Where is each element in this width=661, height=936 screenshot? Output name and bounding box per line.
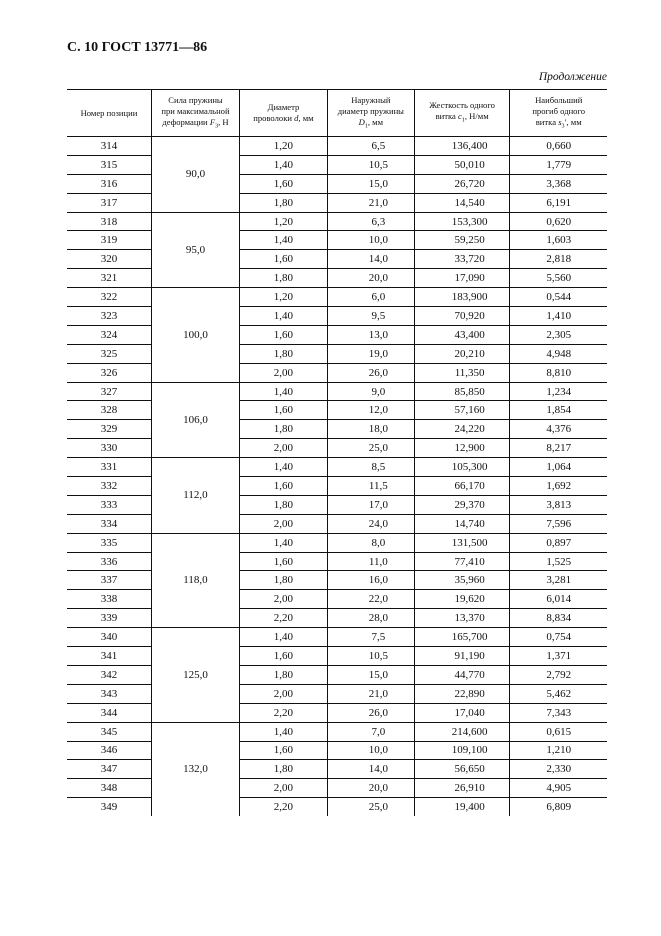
position-cell: 346: [67, 741, 151, 760]
outer-diameter-cell: 12,0: [327, 401, 414, 420]
position-cell: 344: [67, 703, 151, 722]
deflection-cell: 3,281: [510, 571, 607, 590]
deflection-cell: 0,620: [510, 212, 607, 231]
col-force-subscript: 3: [215, 123, 219, 130]
wire-diameter-cell: 1,80: [240, 344, 328, 363]
outer-diameter-cell: 7,0: [327, 722, 414, 741]
table-row: [67, 269, 607, 288]
col-outer-diameter-subscript: 1: [364, 123, 368, 130]
wire-diameter-cell: 1,40: [240, 722, 328, 741]
wire-diameter-cell: 1,80: [240, 571, 328, 590]
position-cell: 334: [67, 514, 151, 533]
table-row: [67, 495, 607, 514]
deflection-cell: 2,330: [510, 760, 607, 779]
stiffness-cell: 22,890: [414, 684, 510, 703]
wire-diameter-cell: 1,40: [240, 307, 328, 326]
stiffness-cell: 214,600: [414, 722, 510, 741]
stiffness-cell: 183,900: [414, 288, 510, 307]
col-deflection-prime: ′: [564, 116, 567, 127]
stiffness-cell: 29,370: [414, 495, 510, 514]
position-cell: 332: [67, 477, 151, 496]
wire-diameter-cell: 1,40: [240, 628, 328, 647]
table-row: [67, 439, 607, 458]
outer-diameter-cell: 6,5: [327, 137, 414, 156]
table-row: [67, 212, 607, 231]
col-wire-diameter-symbol: d: [294, 113, 299, 123]
table-row: [67, 609, 607, 628]
force-cell: 125,0: [151, 628, 239, 722]
table-row: [67, 325, 607, 344]
outer-diameter-cell: 21,0: [327, 193, 414, 212]
col-stiffness-label-1: Жесткость одного: [429, 100, 495, 111]
col-force-label-2: при максимальной: [161, 105, 230, 116]
outer-diameter-cell: 10,5: [327, 155, 414, 174]
deflection-cell: 7,343: [510, 703, 607, 722]
wire-diameter-cell: 2,00: [240, 590, 328, 609]
table-row: [67, 231, 607, 250]
table-row: [67, 137, 607, 156]
col-deflection-label-3: витка: [535, 116, 557, 127]
table-row: [67, 458, 607, 477]
position-cell: 327: [67, 382, 151, 401]
table-header-row: [67, 90, 607, 137]
col-deflection-label-1: Наибольший: [535, 94, 583, 105]
position-cell: 326: [67, 363, 151, 382]
table-row: [67, 174, 607, 193]
table-row: [67, 420, 607, 439]
col-stiffness-header: [414, 90, 510, 137]
wire-diameter-cell: 1,40: [240, 155, 328, 174]
col-deflection-unit: , мм: [566, 116, 582, 127]
stiffness-cell: 33,720: [414, 250, 510, 269]
deflection-cell: 4,905: [510, 779, 607, 798]
outer-diameter-cell: 11,5: [327, 477, 414, 496]
outer-diameter-cell: 18,0: [327, 420, 414, 439]
position-cell: 348: [67, 779, 151, 798]
table-row: [67, 193, 607, 212]
outer-diameter-cell: 10,0: [327, 741, 414, 760]
table-row: [67, 363, 607, 382]
wire-diameter-cell: 1,80: [240, 665, 328, 684]
position-cell: 337: [67, 571, 151, 590]
wire-diameter-cell: 1,80: [240, 760, 328, 779]
wire-diameter-cell: 1,40: [240, 231, 328, 250]
stiffness-cell: 14,540: [414, 193, 510, 212]
deflection-cell: 1,410: [510, 307, 607, 326]
wire-diameter-cell: 1,80: [240, 269, 328, 288]
outer-diameter-cell: 20,0: [327, 269, 414, 288]
position-cell: 317: [67, 193, 151, 212]
col-outer-diameter-label-2: диаметр пружины: [337, 105, 404, 116]
stiffness-cell: 17,040: [414, 703, 510, 722]
position-cell: 340: [67, 628, 151, 647]
page-header: С. 10 ГОСТ 13771—86: [67, 40, 208, 55]
deflection-cell: 8,810: [510, 363, 607, 382]
deflection-cell: 0,897: [510, 533, 607, 552]
deflection-cell: 1,692: [510, 477, 607, 496]
deflection-cell: 1,603: [510, 231, 607, 250]
col-position-label: Номер позиции: [80, 107, 138, 118]
col-force-symbol: F: [209, 116, 216, 127]
stiffness-cell: 50,010: [414, 155, 510, 174]
outer-diameter-cell: 24,0: [327, 514, 414, 533]
outer-diameter-cell: 26,0: [327, 703, 414, 722]
deflection-cell: 2,305: [510, 325, 607, 344]
outer-diameter-cell: 15,0: [327, 174, 414, 193]
outer-diameter-cell: 10,0: [327, 231, 414, 250]
outer-diameter-cell: 21,0: [327, 684, 414, 703]
table-row: [67, 382, 607, 401]
col-force-label-3: деформации: [162, 116, 208, 127]
wire-diameter-cell: 1,80: [240, 495, 328, 514]
col-outer-diameter-label-1: Наружный: [351, 94, 391, 105]
deflection-cell: 1,064: [510, 458, 607, 477]
stiffness-cell: 56,650: [414, 760, 510, 779]
deflection-cell: 1,234: [510, 382, 607, 401]
deflection-cell: 0,615: [510, 722, 607, 741]
stiffness-cell: 109,100: [414, 741, 510, 760]
table-row: [67, 288, 607, 307]
col-force-label-1: Сила пружины: [168, 94, 223, 105]
col-wire-diameter-unit: , мм: [298, 113, 314, 123]
deflection-cell: 1,779: [510, 155, 607, 174]
position-cell: 323: [67, 307, 151, 326]
outer-diameter-cell: 20,0: [327, 779, 414, 798]
stiffness-cell: 19,620: [414, 590, 510, 609]
position-cell: 336: [67, 552, 151, 571]
wire-diameter-cell: 2,00: [240, 514, 328, 533]
table-row: [67, 307, 607, 326]
wire-diameter-cell: 1,60: [240, 741, 328, 760]
stiffness-cell: 57,160: [414, 401, 510, 420]
stiffness-cell: 131,500: [414, 533, 510, 552]
wire-diameter-cell: 1,60: [240, 647, 328, 666]
wire-diameter-cell: 1,40: [240, 382, 328, 401]
outer-diameter-cell: 13,0: [327, 325, 414, 344]
stiffness-cell: 24,220: [414, 420, 510, 439]
deflection-cell: 0,754: [510, 628, 607, 647]
col-deflection-symbol: s: [558, 116, 562, 127]
col-outer-diameter-symbol: D: [358, 116, 365, 127]
wire-diameter-cell: 2,20: [240, 703, 328, 722]
wire-diameter-cell: 1,60: [240, 477, 328, 496]
deflection-cell: 1,210: [510, 741, 607, 760]
stiffness-cell: 44,770: [414, 665, 510, 684]
deflection-cell: 6,809: [510, 798, 607, 816]
stiffness-cell: 105,300: [414, 458, 510, 477]
outer-diameter-cell: 14,0: [327, 760, 414, 779]
position-cell: 330: [67, 439, 151, 458]
outer-diameter-cell: 25,0: [327, 439, 414, 458]
wire-diameter-cell: 1,20: [240, 288, 328, 307]
force-cell: 112,0: [151, 458, 239, 534]
col-stiffness-symbol: c: [458, 111, 462, 122]
table-row: [67, 779, 607, 798]
stiffness-cell: 165,700: [414, 628, 510, 647]
deflection-cell: 5,462: [510, 684, 607, 703]
col-position-header: [67, 90, 151, 137]
outer-diameter-cell: 11,0: [327, 552, 414, 571]
stiffness-cell: 14,740: [414, 514, 510, 533]
position-cell: 335: [67, 533, 151, 552]
stiffness-cell: 35,960: [414, 571, 510, 590]
position-cell: 341: [67, 647, 151, 666]
col-stiffness-label-2: витка: [435, 111, 456, 122]
position-cell: 324: [67, 325, 151, 344]
outer-diameter-cell: 10,5: [327, 647, 414, 666]
stiffness-cell: 136,400: [414, 137, 510, 156]
col-wire-diameter-label-2: проволоки: [253, 113, 292, 123]
table-body: [67, 137, 607, 817]
table-row: [67, 571, 607, 590]
wire-diameter-cell: 1,60: [240, 401, 328, 420]
stiffness-cell: 77,410: [414, 552, 510, 571]
col-force-unit: , Н: [218, 116, 229, 127]
position-cell: 331: [67, 458, 151, 477]
wire-diameter-cell: 1,60: [240, 552, 328, 571]
deflection-cell: 6,014: [510, 590, 607, 609]
force-cell: 90,0: [151, 137, 239, 213]
deflection-cell: 1,371: [510, 647, 607, 666]
outer-diameter-cell: 8,5: [327, 458, 414, 477]
deflection-cell: 5,560: [510, 269, 607, 288]
wire-diameter-cell: 1,60: [240, 325, 328, 344]
position-cell: 318: [67, 212, 151, 231]
outer-diameter-cell: 25,0: [327, 798, 414, 816]
wire-diameter-cell: 1,40: [240, 458, 328, 477]
stiffness-cell: 19,400: [414, 798, 510, 816]
stiffness-cell: 20,210: [414, 344, 510, 363]
outer-diameter-cell: 19,0: [327, 344, 414, 363]
table-row: [67, 477, 607, 496]
stiffness-cell: 153,300: [414, 212, 510, 231]
position-cell: 329: [67, 420, 151, 439]
col-stiffness-unit: , Н/мм: [464, 111, 489, 122]
table-row: [67, 155, 607, 174]
continuation-label: Продолжение: [538, 71, 607, 83]
deflection-cell: 2,818: [510, 250, 607, 269]
stiffness-cell: 26,720: [414, 174, 510, 193]
deflection-cell: 3,368: [510, 174, 607, 193]
wire-diameter-cell: 2,00: [240, 779, 328, 798]
outer-diameter-cell: 6,3: [327, 212, 414, 231]
outer-diameter-cell: 6,0: [327, 288, 414, 307]
table-row: [67, 533, 607, 552]
table-row: [67, 590, 607, 609]
stiffness-cell: 12,900: [414, 439, 510, 458]
table-row: [67, 684, 607, 703]
wire-diameter-cell: 2,00: [240, 363, 328, 382]
col-deflection-subscript: 3: [561, 123, 565, 130]
force-cell: 95,0: [151, 212, 239, 288]
stiffness-cell: 17,090: [414, 269, 510, 288]
outer-diameter-cell: 16,0: [327, 571, 414, 590]
outer-diameter-cell: 9,5: [327, 307, 414, 326]
spring-spec-table: [67, 89, 607, 816]
position-cell: 322: [67, 288, 151, 307]
outer-diameter-cell: 8,0: [327, 533, 414, 552]
deflection-cell: 7,596: [510, 514, 607, 533]
stiffness-cell: 85,850: [414, 382, 510, 401]
table-row: [67, 703, 607, 722]
table-row: [67, 665, 607, 684]
force-cell: 106,0: [151, 382, 239, 458]
position-cell: 321: [67, 269, 151, 288]
force-cell: 100,0: [151, 288, 239, 382]
deflection-cell: 4,948: [510, 344, 607, 363]
outer-diameter-cell: 7,5: [327, 628, 414, 647]
stiffness-cell: 11,350: [414, 363, 510, 382]
col-stiffness-subscript: 1: [461, 118, 465, 125]
col-deflection-header: [510, 90, 607, 137]
table-row: [67, 250, 607, 269]
outer-diameter-cell: 14,0: [327, 250, 414, 269]
position-cell: 328: [67, 401, 151, 420]
outer-diameter-cell: 9,0: [327, 382, 414, 401]
outer-diameter-cell: 15,0: [327, 665, 414, 684]
position-cell: 342: [67, 665, 151, 684]
table-row: [67, 514, 607, 533]
table-row: [67, 722, 607, 741]
table-row: [67, 401, 607, 420]
col-force-header: [151, 90, 239, 137]
deflection-cell: 0,660: [510, 137, 607, 156]
wire-diameter-cell: 2,00: [240, 439, 328, 458]
deflection-cell: 6,191: [510, 193, 607, 212]
col-outer-diameter-header: [327, 90, 414, 137]
position-cell: 333: [67, 495, 151, 514]
wire-diameter-cell: 1,40: [240, 533, 328, 552]
position-cell: 325: [67, 344, 151, 363]
col-wire-diameter-header: [240, 90, 328, 137]
deflection-cell: 0,544: [510, 288, 607, 307]
wire-diameter-cell: 2,20: [240, 798, 328, 816]
col-wire-diameter-label-1: Диаметр: [267, 102, 300, 112]
stiffness-cell: 43,400: [414, 325, 510, 344]
stiffness-cell: 70,920: [414, 307, 510, 326]
position-cell: 343: [67, 684, 151, 703]
position-cell: 315: [67, 155, 151, 174]
deflection-cell: 2,792: [510, 665, 607, 684]
stiffness-cell: 26,910: [414, 779, 510, 798]
position-cell: 339: [67, 609, 151, 628]
outer-diameter-cell: 22,0: [327, 590, 414, 609]
table-row: [67, 552, 607, 571]
stiffness-cell: 66,170: [414, 477, 510, 496]
position-cell: 319: [67, 231, 151, 250]
deflection-cell: 4,376: [510, 420, 607, 439]
force-cell: 132,0: [151, 722, 239, 816]
force-cell: 118,0: [151, 533, 239, 627]
outer-diameter-cell: 26,0: [327, 363, 414, 382]
table-row: [67, 760, 607, 779]
stiffness-cell: 91,190: [414, 647, 510, 666]
wire-diameter-cell: 1,80: [240, 193, 328, 212]
deflection-cell: 3,813: [510, 495, 607, 514]
table-row: [67, 741, 607, 760]
position-cell: 347: [67, 760, 151, 779]
position-cell: 345: [67, 722, 151, 741]
stiffness-cell: 13,370: [414, 609, 510, 628]
wire-diameter-cell: 1,60: [240, 250, 328, 269]
deflection-cell: 8,834: [510, 609, 607, 628]
wire-diameter-cell: 1,20: [240, 137, 328, 156]
deflection-cell: 1,854: [510, 401, 607, 420]
wire-diameter-cell: 1,20: [240, 212, 328, 231]
table-row: [67, 344, 607, 363]
position-cell: 349: [67, 798, 151, 816]
wire-diameter-cell: 1,80: [240, 420, 328, 439]
deflection-cell: 1,525: [510, 552, 607, 571]
wire-diameter-cell: 2,20: [240, 609, 328, 628]
stiffness-cell: 59,250: [414, 231, 510, 250]
wire-diameter-cell: 2,00: [240, 684, 328, 703]
deflection-cell: 8,217: [510, 439, 607, 458]
table-row: [67, 647, 607, 666]
col-deflection-label-2: прогиб одного: [532, 105, 586, 116]
position-cell: 314: [67, 137, 151, 156]
position-cell: 338: [67, 590, 151, 609]
table-row: [67, 628, 607, 647]
col-outer-diameter-unit: , мм: [367, 116, 384, 127]
outer-diameter-cell: 28,0: [327, 609, 414, 628]
table-row: [67, 798, 607, 816]
outer-diameter-cell: 17,0: [327, 495, 414, 514]
position-cell: 316: [67, 174, 151, 193]
position-cell: 320: [67, 250, 151, 269]
wire-diameter-cell: 1,60: [240, 174, 328, 193]
